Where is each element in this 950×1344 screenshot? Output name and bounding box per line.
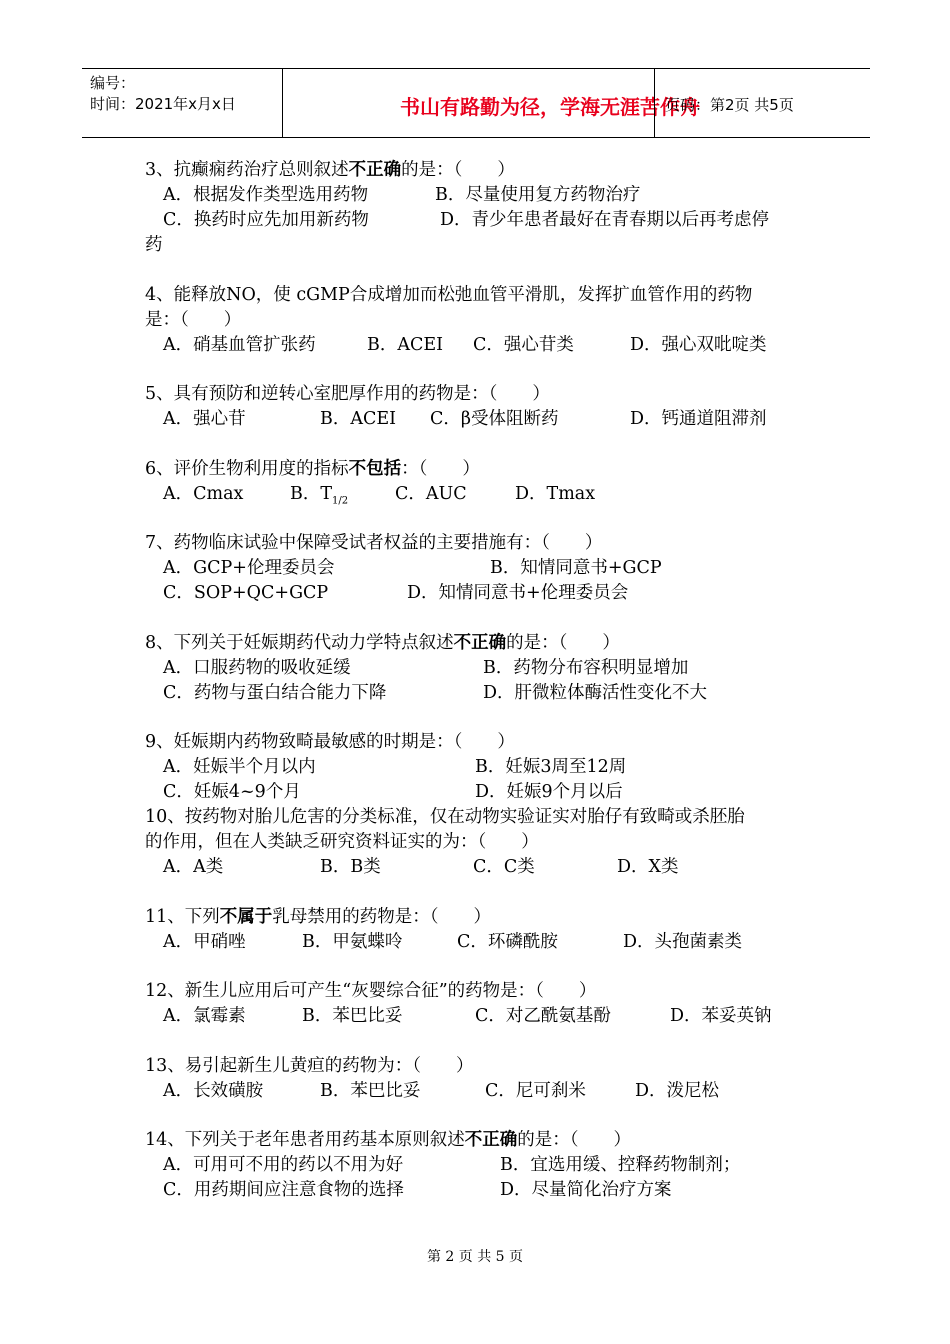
question-stem: 9、妊娠期内药物致畸最敏感的时期是：（ ） [145, 732, 515, 752]
header-page-info: 页码：第2页 共5页 [665, 96, 794, 114]
header-meta [90, 73, 236, 115]
option-b: B．ACEI [367, 334, 444, 355]
question-7 [145, 531, 825, 606]
option-d: D．妊娠9个月以后 [475, 782, 623, 802]
option-b: B．药物分布容积明显增加 [483, 657, 689, 678]
option-b: B．ACEI [320, 409, 397, 429]
option-c: C．强心苷类 [473, 334, 574, 355]
option-c: C．换药时应先加用新药物 [163, 210, 369, 230]
question-stem: 13、易引起新生儿黄疸的药物为：（ ） [145, 1055, 474, 1076]
question-stem: 4、能释放NO，使 cGMP合成增加而松弛血管平滑肌，发挥扩血管作用的药物 [145, 284, 753, 305]
option-d: D．知情同意书+伦理委员会 [407, 583, 629, 603]
question-stem: 3、抗癫痫药治疗总则叙述不正确的是：（ ） [145, 160, 515, 180]
option-a: A．氯霉素 [163, 1006, 246, 1026]
header-divider [654, 69, 655, 137]
option-b: B．B类 [320, 857, 381, 877]
question-stem-cont: 是：（ ） [145, 309, 242, 330]
header-motto: 书山有路勤为径，学海无涯苦作舟 [400, 95, 700, 119]
option-b: B．甲氨蝶呤 [302, 931, 403, 952]
question-list [145, 158, 825, 1203]
question-5 [145, 382, 825, 432]
option-d: D．强心双吡啶类 [630, 334, 767, 355]
option-c: C．β受体阻断药 [430, 409, 559, 429]
header-divider [282, 69, 283, 137]
option-c: C．AUC [395, 483, 467, 504]
question-stem: 11、下列不属于乳母禁用的药物是：（ ） [145, 906, 492, 927]
option-a: A．强心苷 [163, 409, 246, 429]
question-12 [145, 979, 825, 1029]
option-a: A．甲硝唑 [163, 931, 246, 952]
option-a: A．A类 [163, 857, 224, 877]
option-b: B．苯巴比妥 [320, 1080, 421, 1101]
option-a: A．GCP+伦理委员会 [163, 558, 335, 578]
option-b: B．宜选用缓、控释药物制剂； [500, 1155, 741, 1175]
question-6 [145, 457, 825, 507]
option-d: D．泼尼松 [635, 1080, 720, 1101]
option-d: D．头孢菌素类 [623, 931, 743, 952]
option-c: C．环磷酰胺 [457, 931, 558, 952]
question-stem: 8、下列关于妊娠期药代动力学特点叙述不正确的是：（ ） [145, 632, 620, 653]
option-b: B．知情同意书+GCP [490, 558, 662, 578]
option-c: C．对乙酰氨基酚 [475, 1006, 611, 1026]
page-footer: 第 2 页 共 5 页 [426, 1249, 524, 1265]
option-c: C．SOP+QC+GCP [163, 583, 329, 603]
option-a: A．可用可不用的药以不用为好 [163, 1155, 404, 1175]
option-a: A．长效磺胺 [163, 1080, 264, 1101]
option-d: D．Tmax [515, 483, 596, 504]
question-stem-cont: 的作用，但在人类缺乏研究资料证实的为：（ ） [145, 832, 539, 852]
option-c: C．尼可刹米 [485, 1080, 586, 1101]
option-d: D．肝微粒体酶活性变化不大 [483, 682, 708, 703]
option-a: A．妊娠半个月以内 [163, 757, 316, 777]
question-stem: 12、新生儿应用后可产生“灰婴综合征”的药物是：（ ） [145, 981, 597, 1001]
option-a: A．口服药物的吸收延缓 [163, 657, 351, 678]
option-a: A．根据发作类型选用药物 [163, 185, 369, 205]
option-c: C．药物与蛋白结合能力下降 [163, 682, 387, 703]
page-header [82, 68, 870, 138]
option-d: D．尽量简化治疗方案 [500, 1180, 672, 1200]
option-b: B．妊娠3周至12周 [475, 757, 627, 777]
question-stem: 10、按药物对胎儿危害的分类标准，仅在动物实验证实对胎仔有致畸或杀胚胎 [145, 807, 745, 827]
option-d: D．X类 [617, 857, 679, 877]
option-continuation: 药 [145, 235, 163, 255]
question-13 [145, 1054, 825, 1104]
question-stem: 14、下列关于老年患者用药基本原则叙述不正确的是：（ ） [145, 1130, 632, 1150]
option-d: D．苯妥英钠 [670, 1006, 772, 1026]
option-b: B．苯巴比妥 [302, 1006, 403, 1026]
code-label: 编号： [90, 74, 136, 92]
question-10 [145, 805, 825, 880]
question-9 [145, 730, 825, 805]
option-d: D．钙通道阻滞剂 [630, 409, 767, 429]
date-label: 时间：2021年x月x日 [90, 95, 236, 113]
option-d: D．青少年患者最好在青春期以后再考虑停 [440, 210, 770, 230]
question-stem: 6、评价生物利用度的指标不包括：（ ） [145, 458, 480, 479]
option-b: B．尽量使用复方药物治疗 [435, 185, 641, 205]
option-b: B．$T_{1/2}$ [290, 483, 349, 506]
option-c: C．用药期间应注意食物的选择 [163, 1180, 404, 1200]
question-stem: 7、药物临床试验中保障受试者权益的主要措施有：（ ） [145, 533, 603, 553]
question-stem: 5、具有预防和逆转心室肥厚作用的药物是：（ ） [145, 384, 550, 404]
question-14 [145, 1128, 825, 1203]
question-11 [145, 905, 825, 955]
question-3 [145, 158, 825, 258]
option-a: A．Cmax [163, 483, 244, 504]
option-c: C．C类 [473, 857, 535, 877]
option-c: C．妊娠4~9个月 [163, 782, 301, 802]
option-a: A．硝基血管扩张药 [163, 334, 316, 355]
question-4 [145, 283, 825, 358]
question-8 [145, 631, 825, 706]
